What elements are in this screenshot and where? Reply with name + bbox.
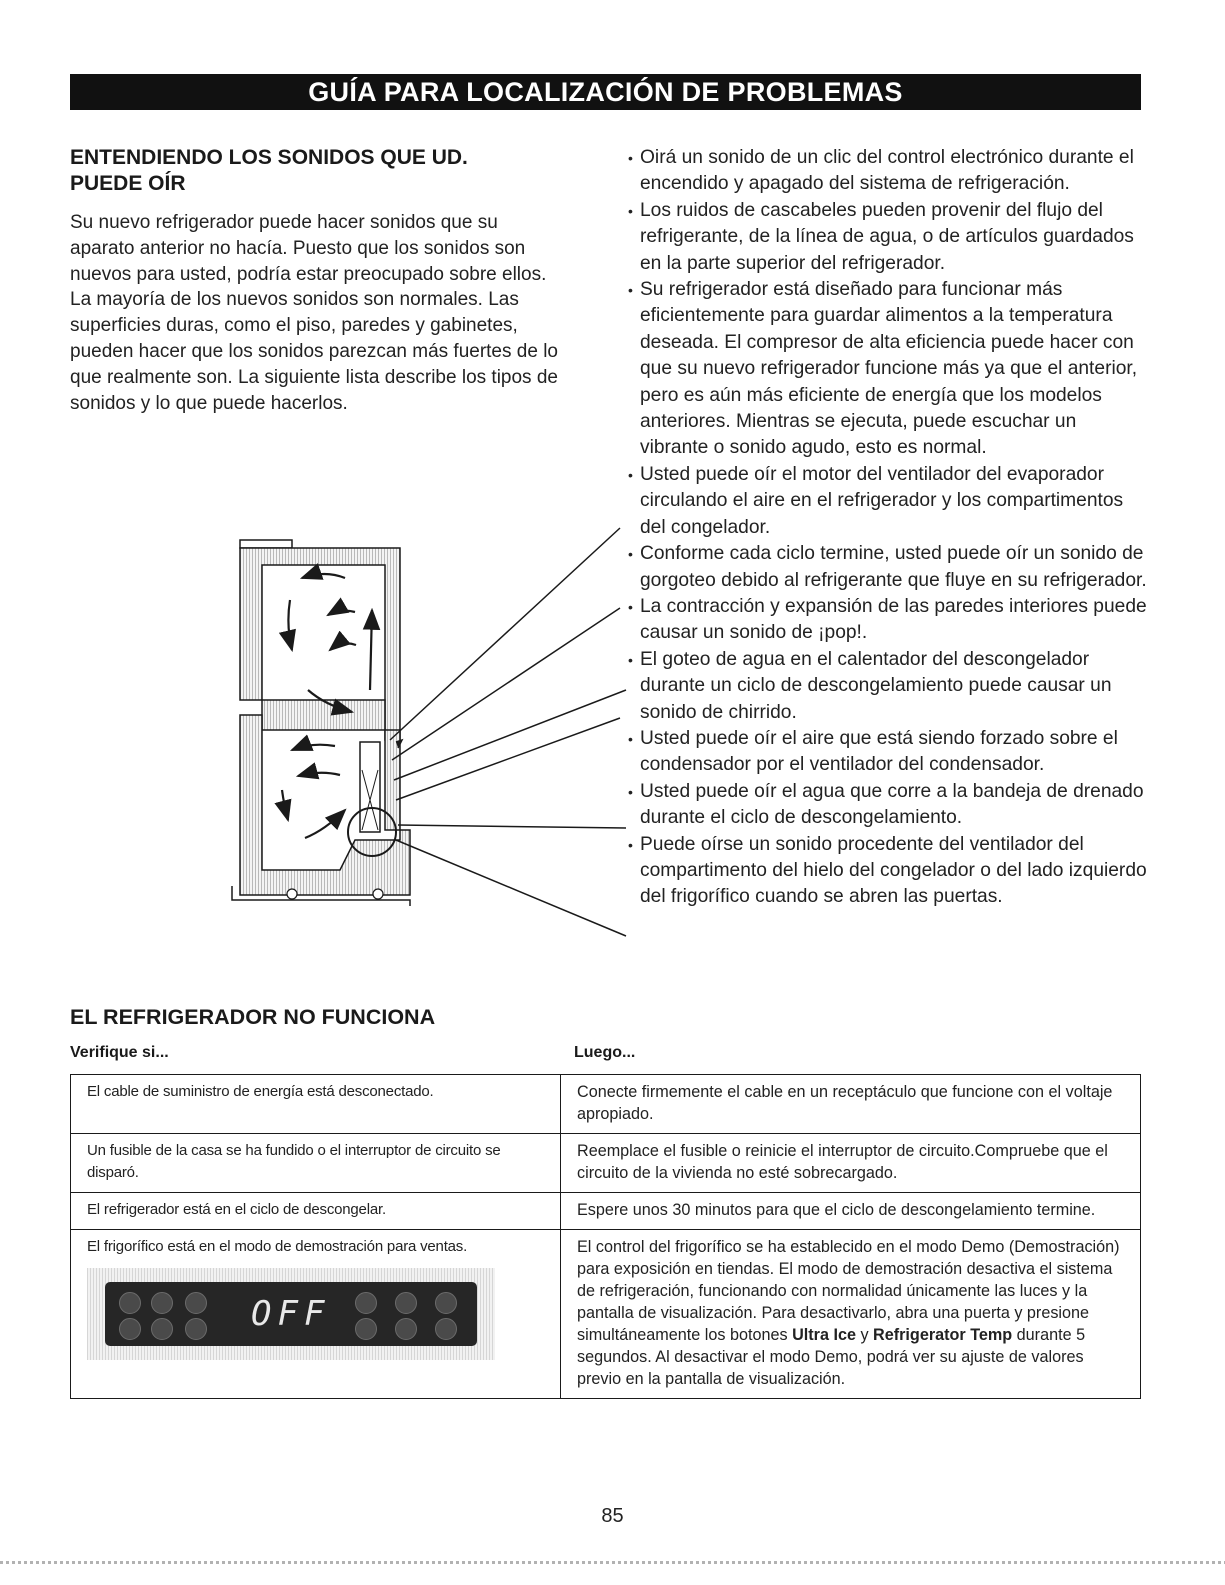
table-row — [71, 1230, 1141, 1399]
panel-button-icon — [395, 1292, 417, 1314]
column-header-then: Luego... — [574, 1044, 636, 1061]
panel-button-icon — [151, 1292, 173, 1314]
panel-button-icon — [185, 1318, 207, 1340]
callout-lines — [390, 528, 626, 936]
list-item: • La contracción y expansión de las paredes interiores puede causar un sonido de ¡pop!. — [628, 594, 1148, 647]
page-banner-title: GUÍA PARA LOCALIZACIÓN DE PROBLEMAS — [70, 74, 1141, 110]
list-item: • Oirá un sonido de un clic del control electrónico durante el encendido y apagado del sistema de refrigeración. — [628, 145, 1148, 198]
not-working-heading: EL REFRIGERADOR NO FUNCIONA — [70, 1005, 436, 1029]
scan-artifact-divider — [0, 1561, 1225, 1564]
panel-button-icon — [185, 1292, 207, 1314]
panel-button-icon — [435, 1292, 457, 1314]
cell-check: El cable de suministro de energía está desconectado. — [71, 1075, 561, 1134]
control-panel-image — [87, 1268, 495, 1360]
list-item: • El goteo de agua en el calentador del descongelador durante un ciclo de descongelamiento puede causar un sonido de chirrido. — [628, 647, 1148, 726]
cell-check-text: El frigorífico está en el modo de demostración para ventas. — [87, 1238, 468, 1255]
sounds-list — [628, 145, 1148, 911]
cell-then: Espere unos 30 minutos para que el ciclo de descongelamiento termine. — [561, 1193, 1141, 1230]
cell-check: El refrigerador está en el ciclo de descongelar. — [71, 1193, 561, 1230]
cell-check — [71, 1230, 561, 1399]
ultra-ice-label: Ultra Ice — [792, 1326, 856, 1344]
sounds-heading-line2: PUEDE OÍR — [70, 172, 186, 195]
table-row — [71, 1193, 1141, 1230]
list-item: • Usted puede oír el aire que está siendo forzado sobre el condensador por el ventilador del condensador. — [628, 726, 1148, 779]
panel-button-icon — [119, 1292, 141, 1314]
page-number: 85 — [601, 1505, 624, 1527]
list-item: • Usted puede oír el agua que corre a la bandeja de drenado durante el ciclo de descongelamiento. — [628, 779, 1148, 832]
panel-button-icon — [395, 1318, 417, 1340]
table-row — [71, 1075, 1141, 1134]
table-row — [71, 1134, 1141, 1193]
refrigerator-temp-label: Refrigerator Temp — [873, 1326, 1013, 1344]
column-header-check: Verifique si... — [70, 1044, 169, 1061]
airflow-arrows — [282, 574, 372, 838]
sounds-heading-line1: ENTENDIENDO LOS SONIDOS QUE UD. — [70, 146, 468, 169]
control-panel-display — [105, 1282, 477, 1346]
list-item: • Su refrigerador está diseñado para funcionar más eficientemente para guardar alimentos a la temperatura deseada. El compresor de alta eficiencia puede hacer con que su nuevo refrigerador funcione más ya que el anterior, pero es aún más eficiente de energía que los modelos anteriores. Mientras se ejecuta, puede escuchar un vibrante o sonido agudo, esto es normal. — [628, 277, 1148, 462]
then-text: y — [855, 1326, 874, 1344]
then-text: durante 5 segundos. Al desactivar el modo Demo, podrá ver su ajuste de valores previo en la pantalla de visualización. — [577, 1326, 1086, 1388]
cell-then — [561, 1230, 1141, 1399]
list-item: • Conforme cada ciclo termine, usted puede oír un sonido de gorgoteo debido al refrigerante que fluye en su refrigerador. — [628, 541, 1148, 594]
sounds-intro-paragraph: Su nuevo refrigerador puede hacer sonidos que su aparato anterior no hacía. Puesto que los sonidos son nuevos para usted, podría estar preocupado sobre ellos. La mayoría de los nuevos sonidos son normales. Las superficies duras, como el piso, paredes y gabinetes, pueden hacer que los sonidos parezcan más fuertes de lo que realmente son. La siguiente lista describe los tipos de sonidos y lo que puede hacerlos. — [70, 212, 558, 414]
cell-then: Conecte firmemente el cable en un receptáculo que funcione con el voltaje apropiado. — [561, 1075, 1141, 1134]
then-text: El control del frigorífico se ha establecido en el modo Demo (Demostración) para exposición en tiendas. El modo de demostración desactiva el sistema de refrigeración, funcionando con normalidad únicamente las luces y la pantalla de visualización. Para desactivarlo, abra una puerta y presione simultáneamente los botones — [577, 1238, 1120, 1344]
sounds-heading — [70, 145, 468, 197]
panel-button-icon — [119, 1318, 141, 1340]
panel-button-icon — [355, 1318, 377, 1340]
troubleshooting-table — [70, 1074, 1141, 1399]
cell-check: Un fusible de la casa se ha fundido o el interruptor de circuito se disparó. — [71, 1134, 561, 1193]
panel-button-icon — [435, 1318, 457, 1340]
list-item: • Puede oírse un sonido procedente del ventilador del compartimento del hielo del congelador o del lado izquierdo del frigorífico cuando se abren las puertas. — [628, 832, 1148, 911]
display-off-readout: OFF — [251, 1294, 331, 1334]
list-item: • Usted puede oír el motor del ventilador del evaporador circulando el aire en el refrigerador y los compartimentos del congelador. — [628, 462, 1148, 541]
panel-button-icon — [151, 1318, 173, 1340]
refrigerator-cabinet — [232, 540, 410, 906]
panel-button-icon — [355, 1292, 377, 1314]
cell-then: Reemplace el fusible o reinicie el interruptor de circuito.Compruebe que el circuito de la vivienda no esté sobrecargado. — [561, 1134, 1141, 1193]
list-item: • Los ruidos de cascabeles pueden provenir del flujo del refrigerante, de la línea de agua, o de artículos guardados en la parte superior del refrigerador. — [628, 198, 1148, 277]
